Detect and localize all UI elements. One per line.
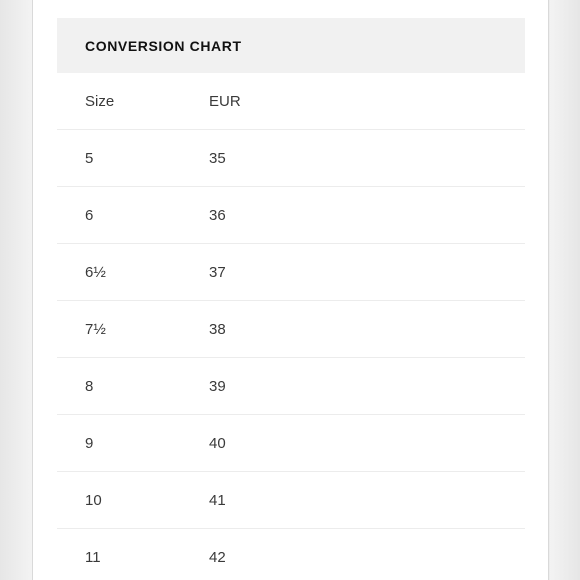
content-panel bbox=[32, 0, 549, 580]
column-header-size: Size bbox=[85, 92, 115, 110]
eur-cell: 41 bbox=[209, 491, 226, 509]
eur-cell: 42 bbox=[209, 548, 226, 566]
page-margin-right bbox=[550, 0, 580, 580]
table-row bbox=[57, 358, 525, 415]
eur-cell: 39 bbox=[209, 377, 226, 395]
size-cell: 6½ bbox=[85, 263, 106, 281]
size-cell: 8 bbox=[85, 377, 94, 395]
eur-cell: 36 bbox=[209, 206, 226, 224]
eur-cell: 37 bbox=[209, 263, 226, 281]
table-row bbox=[57, 301, 525, 358]
column-header-eur: EUR bbox=[209, 92, 241, 110]
chart-title: CONVERSION CHART bbox=[85, 37, 242, 54]
table-row bbox=[57, 415, 525, 472]
table-row bbox=[57, 187, 525, 244]
size-cell: 6 bbox=[85, 206, 94, 224]
size-cell: 7½ bbox=[85, 320, 106, 338]
conversion-chart-table bbox=[57, 18, 525, 580]
eur-cell: 40 bbox=[209, 434, 226, 452]
size-cell: 11 bbox=[85, 548, 101, 566]
table-header-row bbox=[57, 73, 525, 130]
chart-header bbox=[57, 18, 525, 73]
table-row bbox=[57, 130, 525, 187]
page-margin-left bbox=[0, 0, 32, 580]
table-row bbox=[57, 529, 525, 580]
size-cell: 10 bbox=[85, 491, 102, 509]
table-row bbox=[57, 472, 525, 529]
eur-cell: 38 bbox=[209, 320, 226, 338]
size-cell: 5 bbox=[85, 149, 94, 167]
size-cell: 9 bbox=[85, 434, 94, 452]
table-row bbox=[57, 244, 525, 301]
eur-cell: 35 bbox=[209, 149, 226, 167]
